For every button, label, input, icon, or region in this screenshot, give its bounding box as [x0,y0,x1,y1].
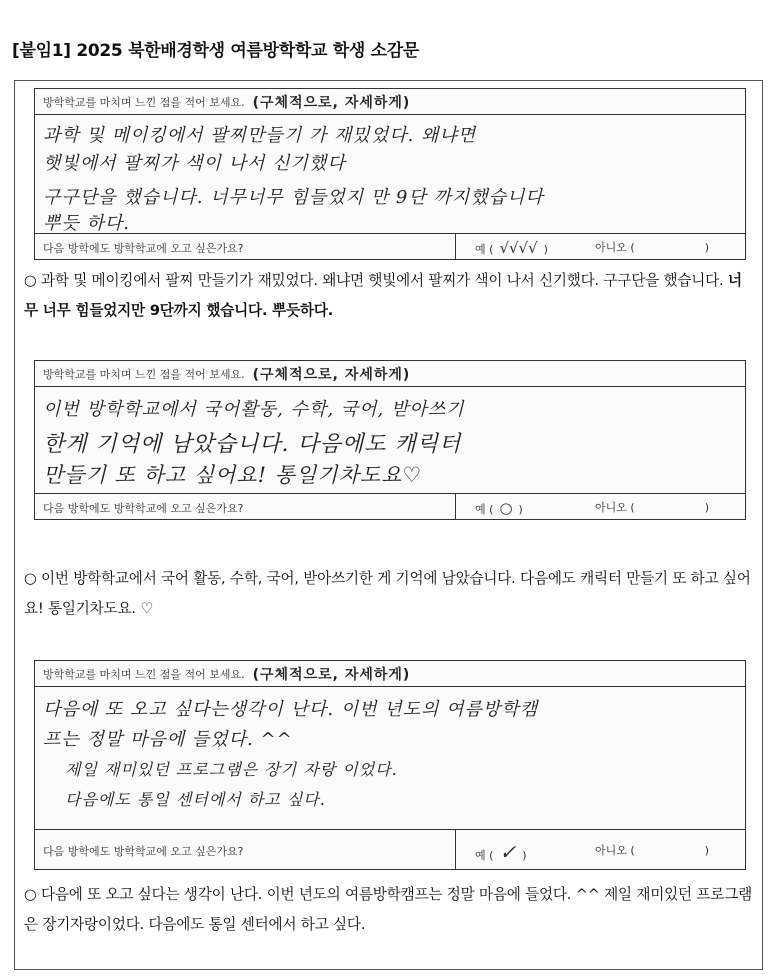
handwriting-line: 만들기 또 하고 싶어요! 통일기차도요♡ [43,463,423,487]
no-label: 아니오 [595,241,627,254]
yes-checkmark: √√√√ [499,239,538,257]
handwriting-line: 이번 방학학교에서 국어활동, 수학, 국어, 받아쓰기 [43,399,465,420]
handwriting-line: 뿌듯 하다. [43,213,130,234]
paren: ) [704,241,709,254]
handwriting-line: 다음에 또 오고 싶다는생각이 난다. 이번 년도의 여름방학캠 [43,699,539,720]
form-question-row [35,829,745,869]
no-option [595,842,709,858]
form-question-row [35,493,745,519]
yes-label: 예 [475,243,486,256]
divider [455,234,456,259]
divider [455,494,456,519]
form-prompt-row [35,89,745,115]
form-prompt: 방학학교를 마치며 느낀 점을 적어 보세요. [43,95,245,109]
form-prompt-row [35,361,745,387]
yes-option [475,239,548,257]
paren: ) [704,501,709,514]
transcription-1 [24,266,752,326]
paren: ( [489,243,494,256]
no-label: 아니오 [595,844,627,857]
paren: ( [489,849,494,862]
yes-option [475,840,527,864]
form-prompt-emphasis: (구체적으로, 자세하게) [252,366,411,383]
form-question: 다음 방학에도 방학학교에 오고 싶은가요? [43,242,244,255]
transcription-3 [24,880,752,940]
yes-checkmark: ✓ [499,840,517,864]
handwriting-line: 햇빛에서 팔찌가 색이 나서 신기했다 [43,153,346,174]
paren: ( [630,241,635,254]
paren: ( [630,844,635,857]
divider [455,830,456,869]
handwriting-line: 프는 정말 마음에 들었다. ^^ [43,729,293,750]
form-question-row [35,233,745,259]
handwritten-form-3 [34,660,746,870]
yes-checkmark: ○ [499,499,513,517]
handwritten-form-2 [34,360,746,520]
handwritten-form-1 [34,88,746,260]
yes-label: 예 [475,849,486,862]
paren: ) [518,503,523,516]
form-prompt-emphasis: (구체적으로, 자세하게) [252,94,411,111]
transcription-bold-text: 너무 너무 힘들었지만 9단까지 했습니다. 뿌듯하다. [24,272,742,319]
transcription-text: ○ 이번 방학학교에서 국어 활동, 수학, 국어, 받아쓰기한 게 기억에 남았습니다. 다음에도 캐릭터 만들기 또 하고 싶어요! 통일기차도요. ♡ [24,570,751,617]
handwriting-line: 구구단을 했습니다. 너무너무 힘들었지 만 9단 까지했습니다 [43,187,544,208]
paren: ( [630,501,635,514]
form-prompt: 방학학교를 마치며 느낀 점을 적어 보세요. [43,367,245,381]
handwriting-line: 제일 재미있던 프로그램은 장기 자랑 이었다. [65,760,398,779]
form-question: 다음 방학에도 방학학교에 오고 싶은가요? [43,502,244,515]
transcription-2 [24,564,752,624]
paren: ) [543,243,548,256]
yes-option [475,499,523,517]
transcription-text: ○ 과학 및 메이킹에서 팔찌 만들기가 재밌었다. 왜냐면 햇빛에서 팔찌가 색이 나서 신기했다. 구구단을 했습니다. [24,272,724,289]
transcription-text: ○ 다음에 또 오고 싶다는 생각이 난다. 이번 년도의 여름방학캠프는 정말 마음에 들었다. ^^ 제일 재미있던 프로그램은 장기자랑이었다. 다음에도 통일 센터에서 하고 싶다. [24,886,752,933]
handwriting-line: 한게 기억에 남았습니다. 다음에도 캐릭터 [43,432,462,457]
paren: ( [489,503,494,516]
form-prompt-emphasis: (구체적으로, 자세하게) [252,666,411,683]
no-label: 아니오 [595,501,627,514]
form-prompt: 방학학교를 마치며 느낀 점을 적어 보세요. [43,667,245,681]
paren: ) [522,849,527,862]
handwriting-line: 과학 및 메이킹에서 팔찌만들기 가 재밌었다. 왜냐면 [43,125,477,146]
no-option [595,499,709,515]
no-option [595,239,709,255]
page-title: [붙임1] 2025 북한배경학생 여름방학학교 학생 소감문 [12,41,419,61]
form-prompt-row [35,661,745,687]
handwriting-line: 다음에도 통일 센터에서 하고 싶다. [65,790,326,809]
yes-label: 예 [475,503,486,516]
paren: ) [704,844,709,857]
form-question: 다음 방학에도 방학학교에 오고 싶은가요? [43,845,244,858]
